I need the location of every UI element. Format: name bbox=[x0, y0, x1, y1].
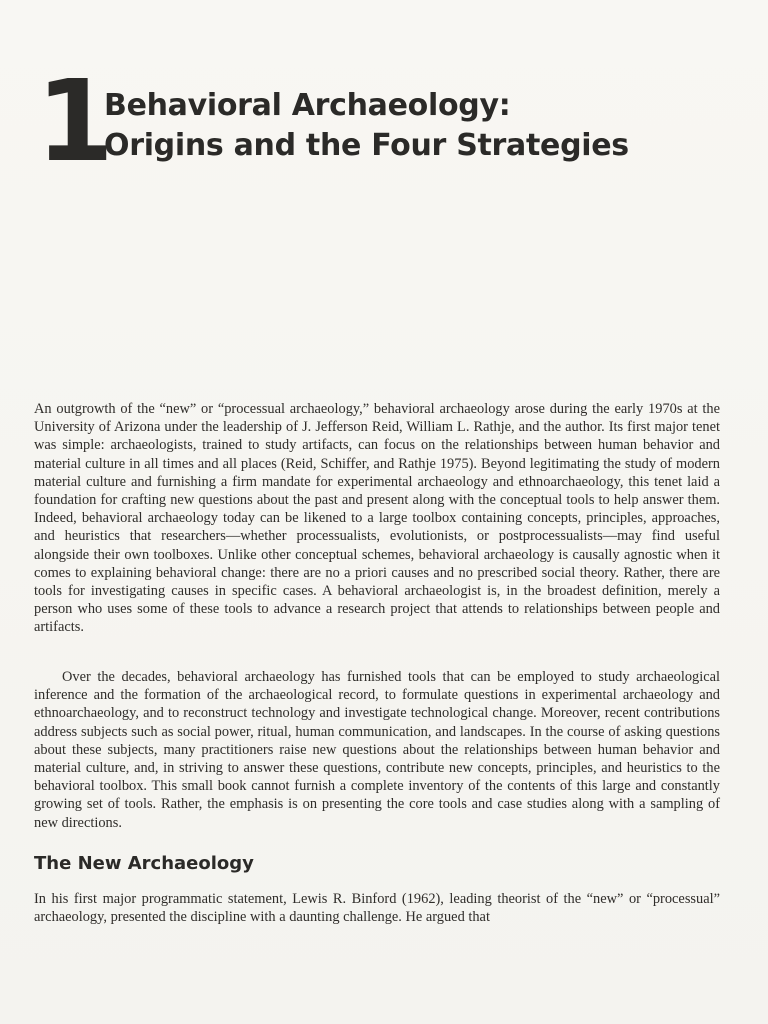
second-paragraph: Over the decades, behavioral archaeology has furnished tools that can be employed to study archaeological inference and the formation of the archaeological record, to formulate questions in experimental archaeology and ethnoarchaeology, and to reconstruct technology and investigate technological change. Moreover, recent contributions address subjects such as social power, ritual, human communication, and landscapes. In the course of asking questions about these subjects, many practitioners raise new questions about the relationships between human behavior and material culture, and, in striving to answer these questions, contribute new concepts, principles, and heuristics to the behavioral toolbox. This small book cannot furnish a complete inventory of the contents of this large and constantly growing set of tools. Rather, the emphasis is on presenting the core tools and case studies along with a sampling of new directions. bbox=[34, 669, 720, 831]
section-heading: The New Archaeology bbox=[34, 853, 254, 874]
chapter-number: 1 bbox=[36, 57, 110, 187]
chapter-title-line-2: Origins and the Four Strategies bbox=[104, 128, 629, 163]
intro-paragraph: An outgrowth of the “new” or “processual archaeology,” behavioral archaeology arose during the early 1970s at the University of Arizona under the leadership of J. Jefferson Reid, William L. Rathje, and the author. Its first major tenet was simple: archaeologists, trained to study artifacts, can focus on the relationships between human behavior and material culture in all times and all places (Reid, Schiffer, and Rathje 1975). Beyond legitimating the study of modern material culture and furnishing a firm mandate for experimental archaeology and ethnoarchaeology, this tenet laid a foundation for crafting new questions about the past and present along with the conceptual tools to help answer them. Indeed, behavioral archaeology today can be likened to a large toolbox containing concepts, principles, approaches, and heuristics that researchers—whether processualists, evolutionists, or postprocessualists—may find useful alongside their own toolboxes. Unlike other conceptual schemes, behavioral archaeology is causally agnostic when it comes to explaining behavioral change: there are no a priori causes and no prescribed social theory. Rather, there are tools for investigating causes in specific cases. A behavioral archaeologist is, in the broadest definition, merely a person who uses some of these tools to advance a research project that attends to relationships between people and artifacts. bbox=[34, 401, 720, 636]
chapter-title-line-1: Behavioral Archaeology: bbox=[104, 88, 511, 123]
chapter-title bbox=[104, 86, 629, 166]
section-paragraph: In his first major programmatic statement, Lewis R. Binford (1962), leading theorist of the “new” or “processual” archaeology, presented the discipline with a daunting challenge. He argued that bbox=[34, 891, 720, 926]
